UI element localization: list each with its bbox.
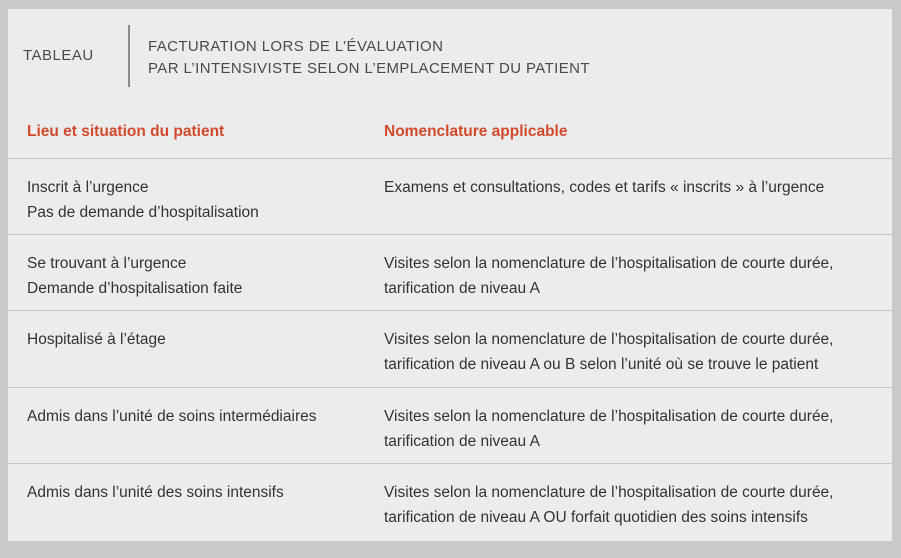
column-header-nomenclature: Nomenclature applicable: [384, 123, 568, 140]
location-line: Inscrit à l’urgence: [27, 179, 149, 196]
location-line: Hospitalisé à l’étage: [27, 331, 166, 348]
table-row: [8, 310, 892, 388]
row-nomenclature: [384, 175, 824, 200]
header-divider: [128, 25, 130, 87]
location-line: Admis dans l’unité des soins intensifs: [27, 484, 284, 501]
location-line: Admis dans l’unité de soins intermédiaires: [27, 408, 317, 425]
nomenclature-line: Visites selon la nomenclature de l’hospitalisation de courte durée,: [384, 331, 834, 348]
column-header-location: Lieu et situation du patient: [27, 123, 225, 140]
title-line-2: PAR L’INTENSIVISTE SELON L’EMPLACEMENT DU PATIENT: [148, 60, 590, 77]
table-title: [148, 36, 590, 80]
nomenclature-line: tarification de niveau A ou B selon l’unité où se trouve le patient: [384, 356, 819, 373]
row-nomenclature: [384, 480, 834, 530]
row-location: [27, 404, 316, 429]
row-location: [27, 251, 242, 301]
table-row: [8, 158, 892, 235]
nomenclature-line: Examens et consultations, codes et tarifs « inscrits » à l’urgence: [384, 179, 825, 196]
row-nomenclature: [384, 404, 834, 454]
title-line-1: FACTURATION LORS DE L’ÉVALUATION: [148, 38, 444, 55]
nomenclature-line: tarification de niveau A: [384, 433, 540, 450]
location-line: Se trouvant à l’urgence: [27, 255, 187, 272]
table-row: [8, 387, 892, 464]
table-header: [8, 9, 892, 105]
table-row: [8, 234, 892, 311]
row-nomenclature: [384, 251, 834, 301]
table-row: [8, 463, 892, 542]
nomenclature-line: tarification de niveau A: [384, 280, 540, 297]
table-panel: [8, 9, 892, 541]
table-tag: TABLEAU: [23, 47, 94, 64]
location-line: Pas de demande d’hospitalisation: [27, 204, 259, 221]
row-location: [27, 327, 166, 352]
row-nomenclature: [384, 327, 834, 377]
nomenclature-line: Visites selon la nomenclature de l’hospitalisation de courte durée,: [384, 484, 834, 501]
row-location: [27, 175, 259, 225]
nomenclature-line: Visites selon la nomenclature de l’hospitalisation de courte durée,: [384, 408, 834, 425]
nomenclature-line: Visites selon la nomenclature de l’hospitalisation de courte durée,: [384, 255, 834, 272]
row-location: [27, 480, 284, 505]
nomenclature-line: tarification de niveau A OU forfait quotidien des soins intensifs: [384, 509, 808, 526]
location-line: Demande d’hospitalisation faite: [27, 280, 243, 297]
